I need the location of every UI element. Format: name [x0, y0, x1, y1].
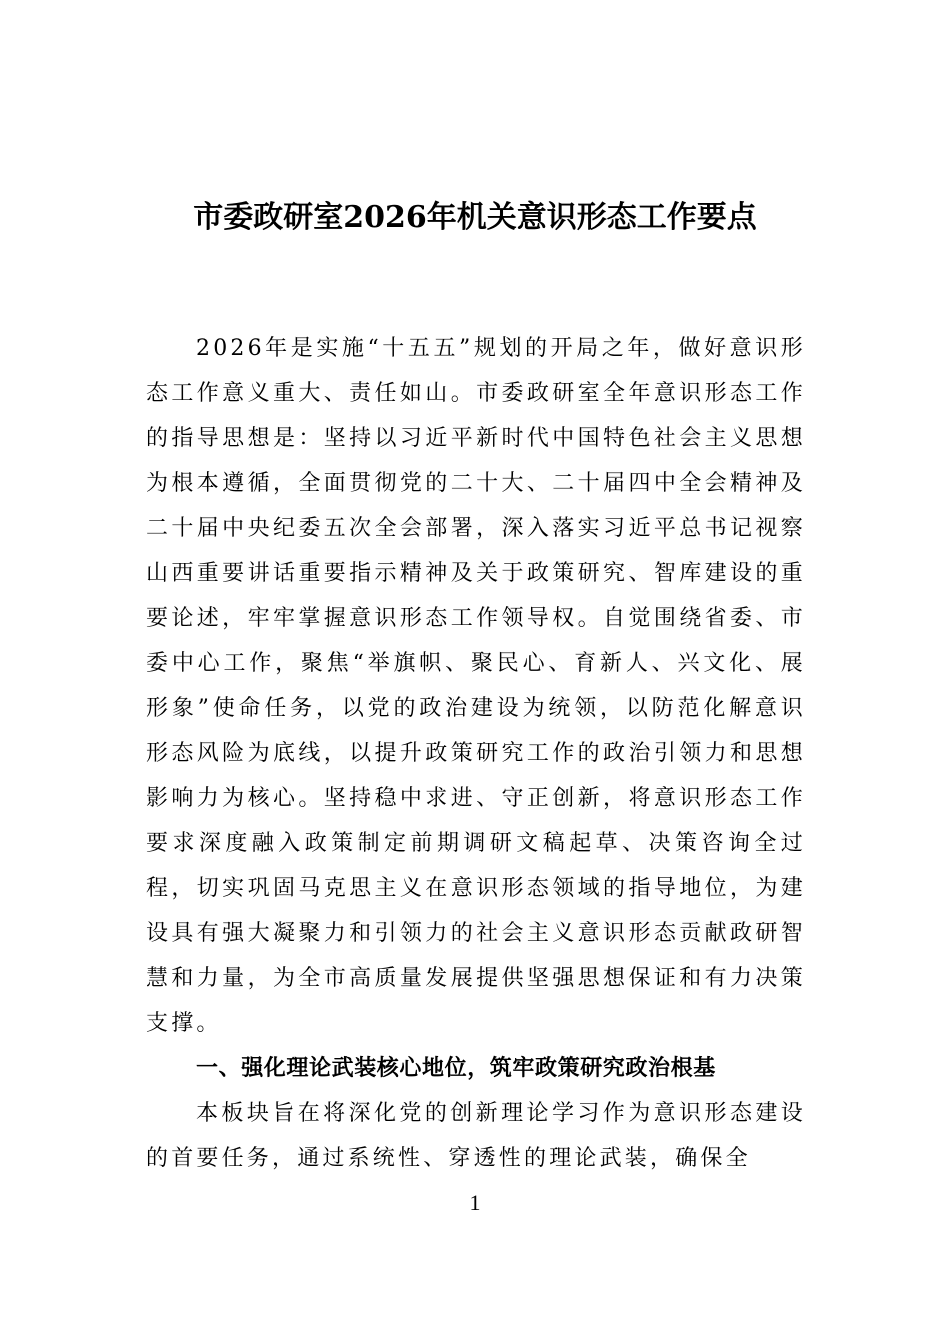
- page-number: 1: [469, 1190, 481, 1215]
- document-body: [146, 326, 806, 1181]
- document-title: 市委政研室2026年机关意识形态工作要点: [193, 200, 757, 235]
- section-heading: 一、强化理论武装核心地位，筑牢政策研究政治根基: [196, 1056, 716, 1081]
- section-paragraph: 本板块旨在将深化党的创新理论学习作为意识形态建设的首要任务，通过系统性、穿透性的理论武装，确保全: [146, 1101, 806, 1171]
- intro-paragraph: 2026年是实施“十五五”规划的开局之年，做好意识形态工作意义重大、责任如山。市委政研室全年意识形态工作的指导思想是：坚持以习近平新时代中国特色社会主义思想为根本遵循，全面贯彻党的二十大、二十届四中全会精神及二十届中央纪委五次全会部署，深入落实习近平总书记视察山西重要讲话重要指示精神及关于政策研究、智库建设的重要论述，牢牢掌握意识形态工作领导权。自觉围绕省委、市委中心工作，聚焦“举旗帜、聚民心、育新人、兴文化、展形象”使命任务，以党的政治建设为统领，以防范化解意识形态风险为底线，以提升政策研究工作的政治引领力和思想影响力为核心。坚持稳中求进、守正创新，将意识形态工作要求深度融入政策制定前期调研文稿起草、决策咨询全过程，切实巩固马克思主义在意识形态领域的指导地位，为建设具有强大凝聚力和引领力的社会主义意识形态贡献政研智慧和力量，为全市高质量发展提供坚强思想保证和有力决策支撑。: [146, 336, 806, 1036]
